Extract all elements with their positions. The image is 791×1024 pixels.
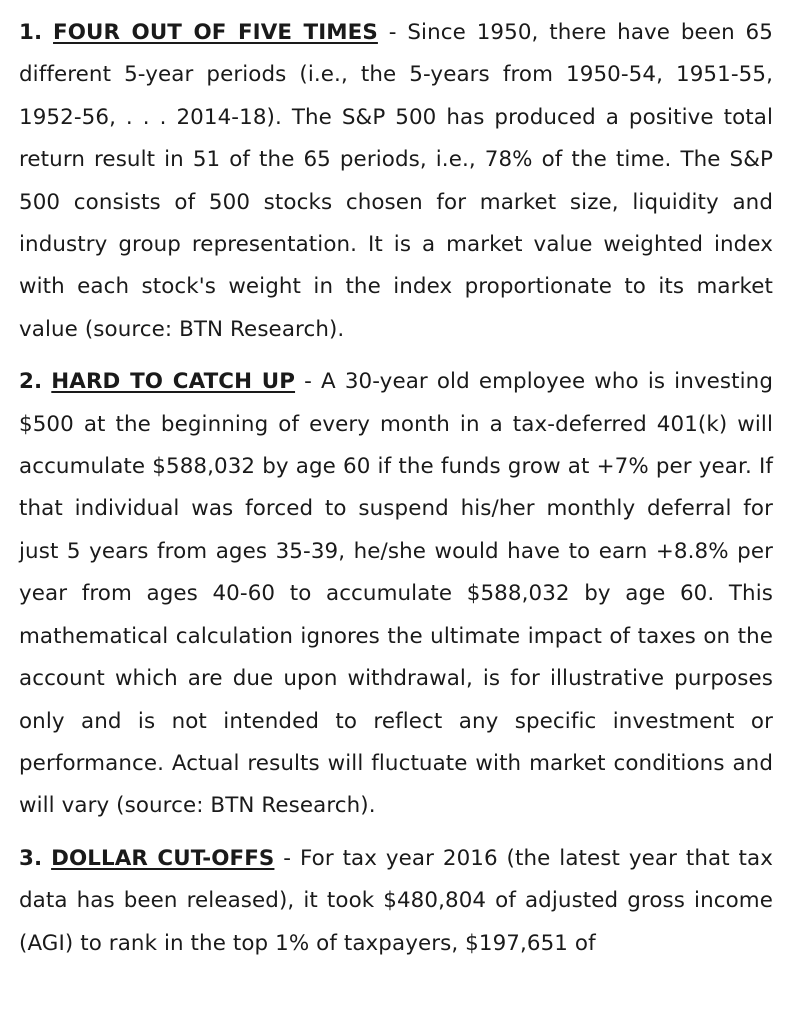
item-body: For tax year 2016 (the latest year that tax data has been released), it took $480,804 of adjusted gross income (AGI) to rank in the top 1% of taxpayers, $197,651 of <box>19 845 773 956</box>
item-separator: - <box>274 845 300 871</box>
item-heading: DOLLAR CUT-OFFS <box>51 845 275 871</box>
item-number: 1. <box>19 20 43 45</box>
item-body: A 30-year old employee who is investing $500 at the beginning of every month in a tax-deferred 401(k) will accumulate $588,032 by age 60 if the funds grow at +7% per year. If that individual was forced to suspend his/her monthly deferral for just 5 years from ages 35-39, he/she would have to earn +8.8% per year from ages 40-60 to accumulate $588,032 by age 60. This mathematical calculation ignores the ultimate impact of taxes on the account which are due upon withdrawal, is for illustrative purposes only and is not intended to reflect any specific investment or performance. Actual results will fluctuate with market conditions and will vary (source: BTN Research). <box>19 369 773 819</box>
list-item-hard-to-catch-up <box>19 361 773 827</box>
item-body: Since 1950, there have been 65 different 5-year periods (i.e., the 5-years from 1950-54, 1951-55, 1952-56, . . . 2014-18). The S&P 500 has produced a positive total return result in 51 of the 65 periods, i.e., 78% of the time. The S&P 500 consists of 500 stocks chosen for market size, liquidity and industry group representation. It is a market value weighted index with each stock's weight in the index proportionate to its market value (source: BTN Research). <box>19 20 773 342</box>
document-page <box>19 12 773 965</box>
list-item-four-out-of-five-times <box>19 12 773 351</box>
item-separator: - <box>295 369 322 395</box>
item-number: 3. <box>19 845 43 871</box>
item-heading: HARD TO CATCH UP <box>51 369 296 395</box>
item-number: 2. <box>19 369 43 395</box>
list-item-dollar-cut-offs <box>19 838 773 965</box>
item-heading: FOUR OUT OF FIVE TIMES <box>53 20 378 45</box>
item-separator: - <box>377 20 408 45</box>
